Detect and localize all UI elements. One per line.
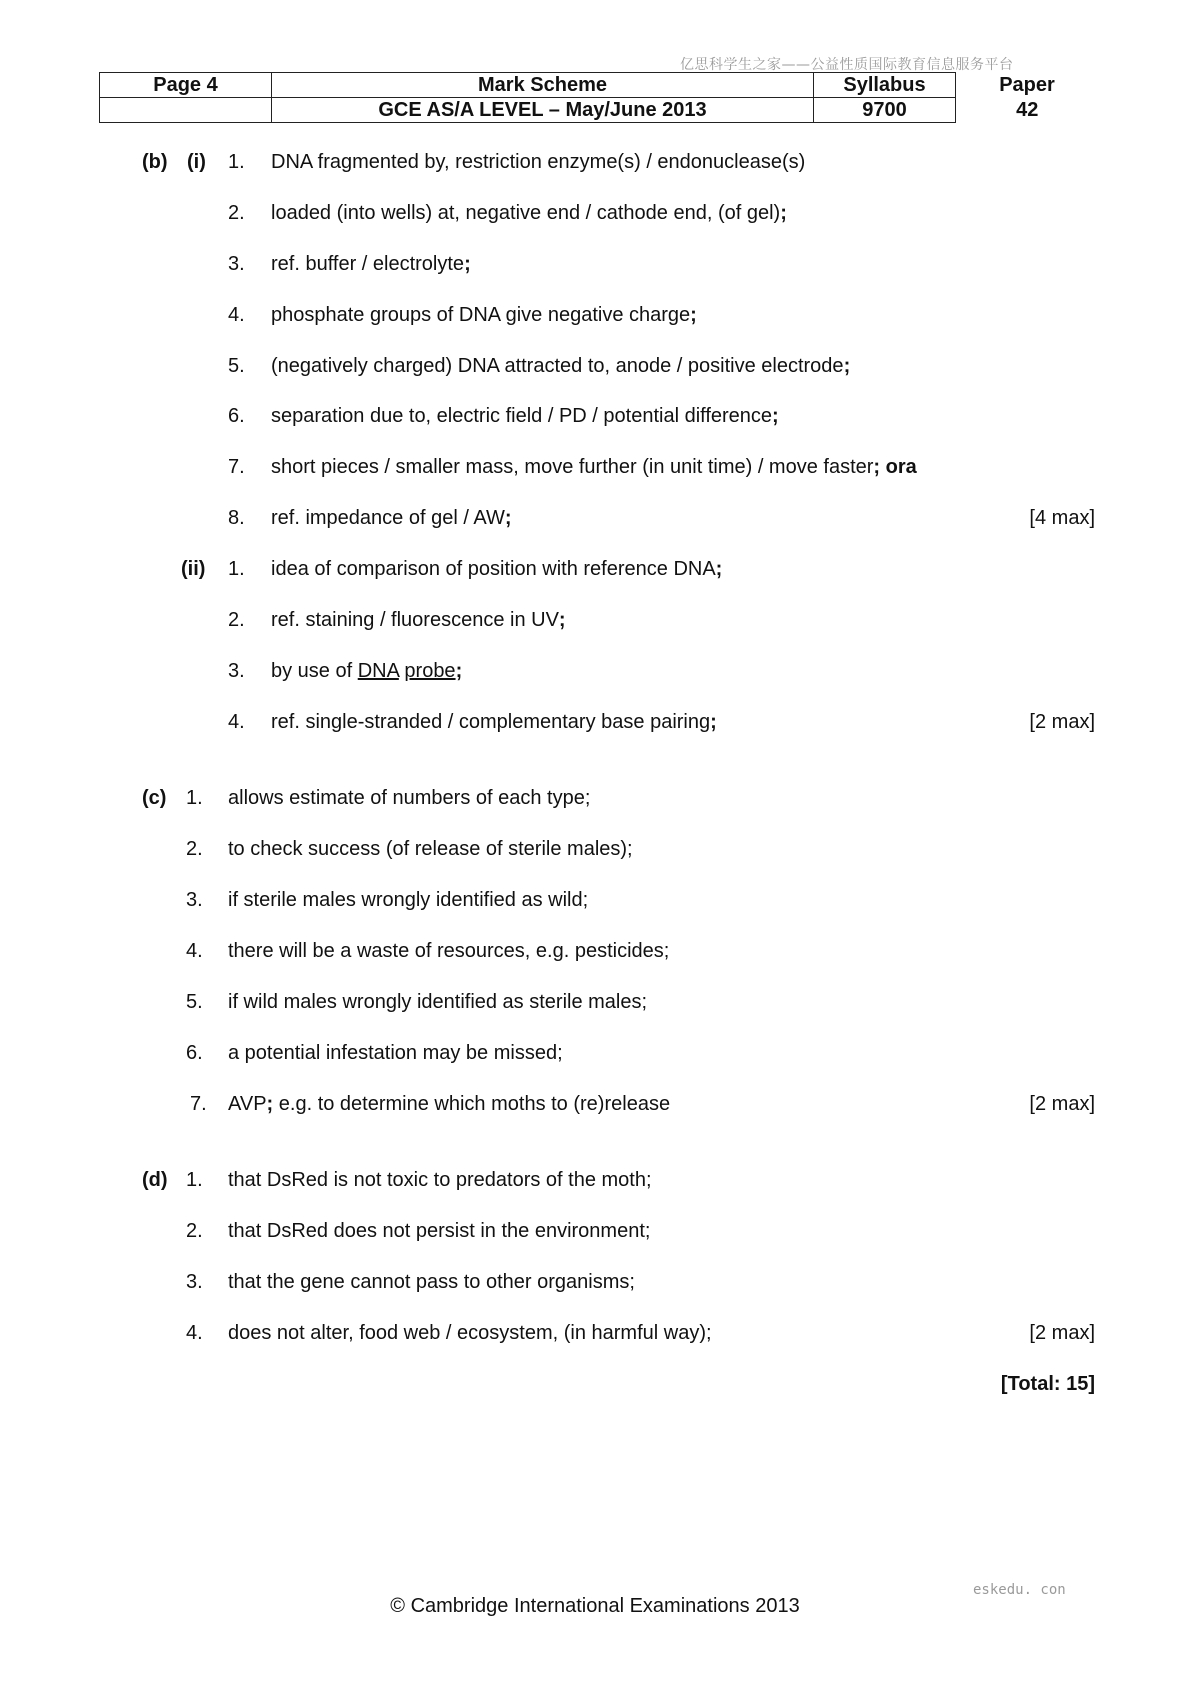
part-d-label: (d) xyxy=(142,1169,168,1191)
item-number: 1. xyxy=(186,1169,203,1191)
syllabus-code: 9700 xyxy=(814,98,956,123)
item-number: 4. xyxy=(186,1322,203,1344)
total-marks: [Total: 15] xyxy=(1000,1373,1095,1395)
item-number: 6. xyxy=(186,1042,203,1064)
item-text: does not alter, food web / ecosystem, (in harmful way); xyxy=(228,1322,712,1344)
part-c-label: (c) xyxy=(142,787,167,809)
item-number: 3. xyxy=(228,253,245,275)
item-text: to check success (of release of sterile males); xyxy=(228,838,633,860)
mark-scheme-title: Mark Scheme xyxy=(272,73,814,98)
item-text: ref. single-stranded / complementary base pairing; xyxy=(271,711,717,733)
item-number: 8. xyxy=(228,507,245,529)
exam-title: GCE AS/A LEVEL – May/June 2013 xyxy=(272,98,814,123)
item-text: AVP; e.g. to determine which moths to (re)release xyxy=(228,1093,671,1115)
item-text: if sterile males wrongly identified as wild; xyxy=(228,889,589,911)
header-empty-cell xyxy=(100,98,272,123)
part-b-i-label: (i) xyxy=(187,151,206,173)
item-text: (negatively charged) DNA attracted to, anode / positive electrode; xyxy=(271,355,851,377)
paper-label: Paper xyxy=(999,74,1055,96)
item-text: there will be a waste of resources, e.g. pesticides; xyxy=(228,940,670,962)
item-text: that DsRed does not persist in the environment; xyxy=(228,1220,651,1242)
item-number: 6. xyxy=(228,405,245,427)
item-text: idea of comparison of position with reference DNA; xyxy=(271,558,723,580)
footer-copyright: © Cambridge International Examinations 2013 xyxy=(390,1595,800,1617)
marks-d: [2 max] xyxy=(1029,1322,1095,1344)
item-number: 1. xyxy=(186,787,203,809)
item-text: a potential infestation may be missed; xyxy=(228,1042,563,1064)
item-text: ref. buffer / electrolyte; xyxy=(271,253,471,275)
item-text: DNA fragmented by, restriction enzyme(s) / endonuclease(s) xyxy=(271,151,806,173)
item-number: 3. xyxy=(228,660,245,682)
marks-b-ii: [2 max] xyxy=(1029,711,1095,733)
item-number: 7. xyxy=(228,456,245,478)
marks-c: [2 max] xyxy=(1029,1093,1095,1115)
watermark-bottom: eskedu. con xyxy=(973,1582,1066,1598)
item-text: phosphate groups of DNA give negative charge; xyxy=(271,304,697,326)
item-text: ref. impedance of gel / AW; xyxy=(271,507,512,529)
item-text: allows estimate of numbers of each type; xyxy=(228,787,591,809)
item-text: separation due to, electric field / PD / potential difference; xyxy=(271,405,779,427)
watermark-top: 亿思科学生之家——公益性质国际教育信息服务平台 xyxy=(680,57,1014,73)
item-number: 4. xyxy=(186,940,203,962)
item-number: 4. xyxy=(228,304,245,326)
item-number: 2. xyxy=(186,838,203,860)
marks-b-i: [4 max] xyxy=(1029,507,1095,529)
item-text: that the gene cannot pass to other organisms; xyxy=(228,1271,635,1293)
item-number: 4. xyxy=(228,711,245,733)
item-number: 2. xyxy=(228,609,245,631)
item-number: 3. xyxy=(186,889,203,911)
item-number: 2. xyxy=(228,202,245,224)
item-text: loaded (into wells) at, negative end / cathode end, (of gel); xyxy=(271,202,787,224)
paper-number: 42 xyxy=(1016,99,1039,121)
item-text: that DsRed is not toxic to predators of the moth; xyxy=(228,1169,652,1191)
header-table xyxy=(99,72,1099,123)
item-text: if wild males wrongly identified as sterile males; xyxy=(228,991,648,1013)
part-b-label: (b) xyxy=(142,151,168,173)
item-number: 1. xyxy=(228,151,245,173)
item-number: 5. xyxy=(186,991,203,1013)
item-number: 7. xyxy=(190,1093,207,1115)
item-number: 1. xyxy=(228,558,245,580)
part-b-ii-label: (ii) xyxy=(181,558,206,580)
item-number: 2. xyxy=(186,1220,203,1242)
item-number: 5. xyxy=(228,355,245,377)
page-number: Page 4 xyxy=(100,73,272,98)
item-text: ref. staining / fluorescence in UV; xyxy=(271,609,566,631)
item-text: short pieces / smaller mass, move further (in unit time) / move faster; ora xyxy=(271,456,917,478)
item-text: by use of DNA probe; xyxy=(271,660,463,682)
item-number: 3. xyxy=(186,1271,203,1293)
syllabus-label: Syllabus xyxy=(814,73,956,98)
